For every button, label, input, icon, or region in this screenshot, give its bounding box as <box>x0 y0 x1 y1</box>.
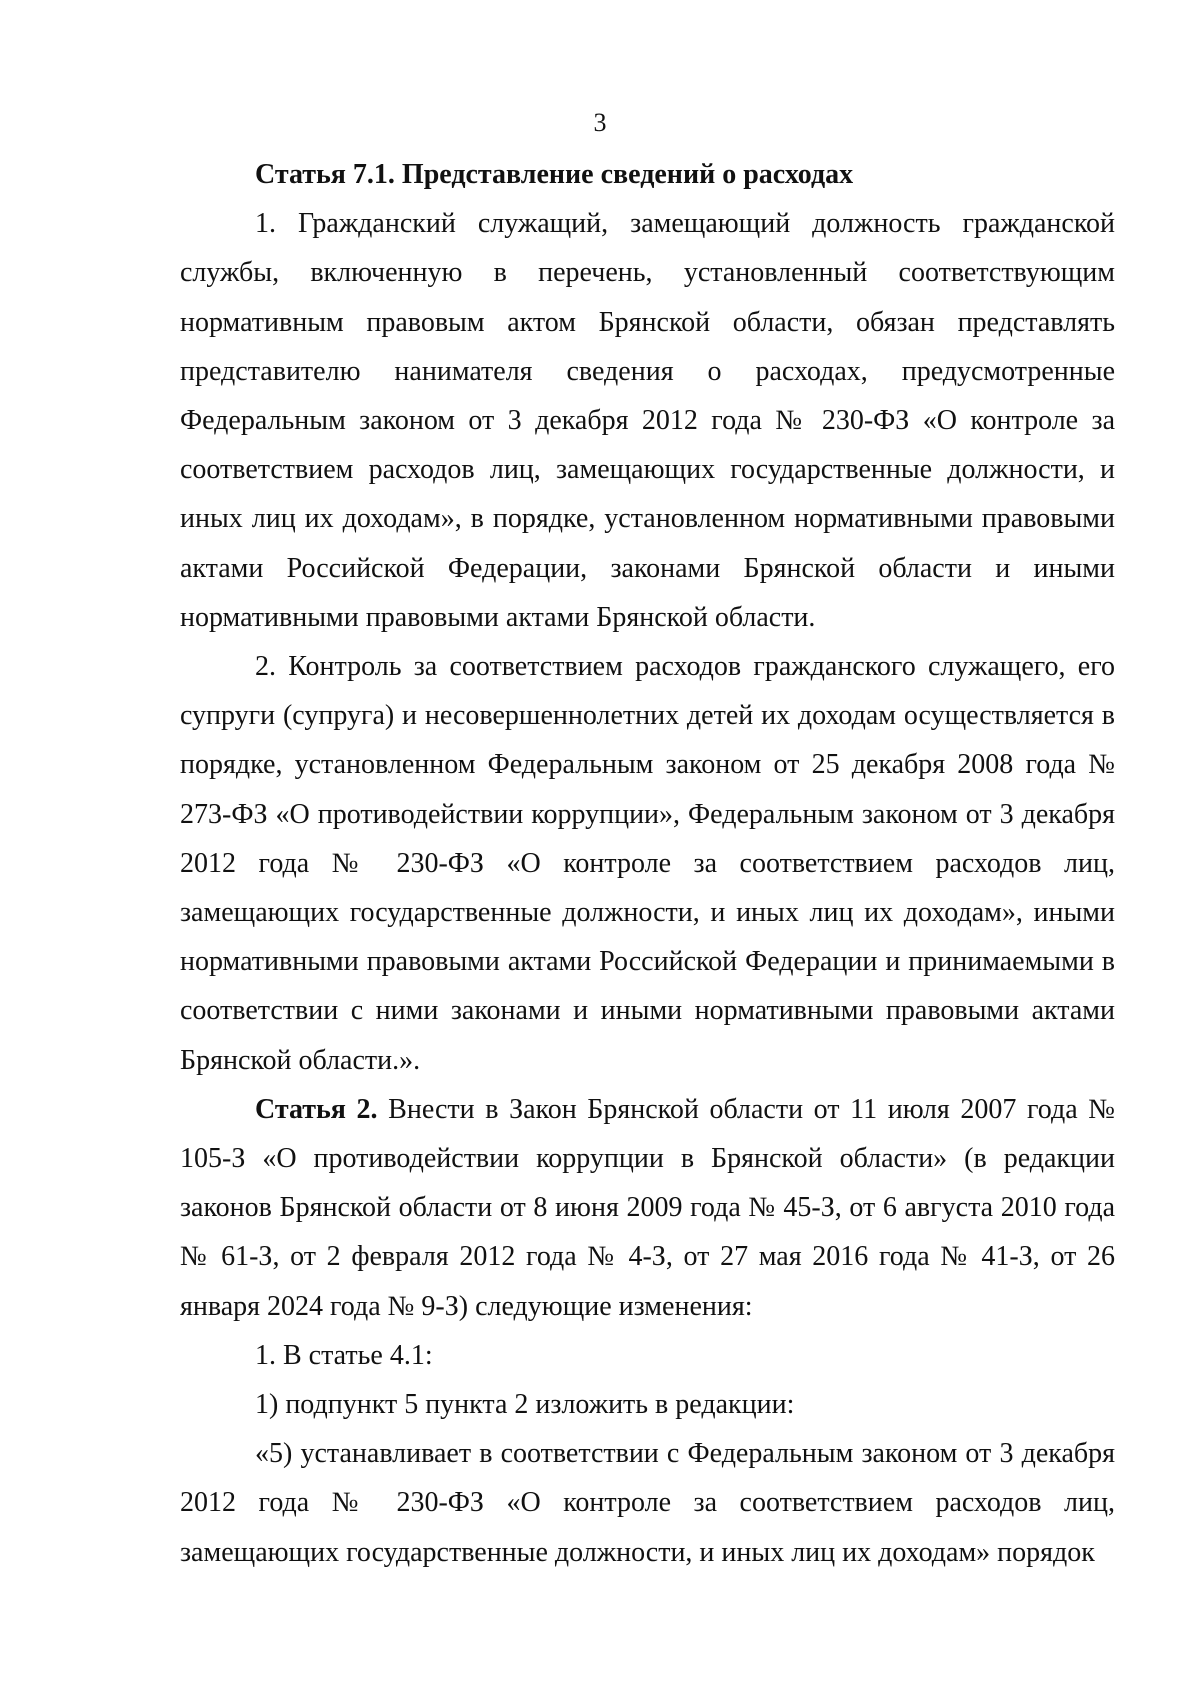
article-7-1-heading: Статья 7.1. Представление сведений о расходах <box>255 159 854 190</box>
article-2-subitem-1: 1) подпункт 5 пункта 2 изложить в редакции: <box>255 1389 795 1421</box>
article-2-quote: «5) устанавливает в соответствии с Федеральным законом от 3 декабря 2012 года № 230-ФЗ «О контроле за соответствием расходов лиц, замещающих государственные должности, и иных лиц их доходам» порядок <box>180 1438 1115 1568</box>
article-2-text: Внести в Закон Брянской области от 11 июля 2007 года № 105-З «О противодействии коррупции в Брянской области» (в редакции законов Брянской области от 8 июня 2009 года № 45-З, от 6 августа 2010 года № 61-З, от 2 февраля 2012 года № 4-З, от 27 мая 2016 года № 41-З, от 26 января 2024 года № 9-З) следующие изменения: <box>180 1093 1115 1322</box>
article-2-label: Статья 2. <box>255 1093 378 1125</box>
article-7-1-paragraph-1: 1. Гражданский служащий, замещающий должность гражданской службы, включенную в перечень, установленный соответствующим нормативным правовым актом Брянской области, обязан представлять представителю нанимателя сведения о расходах, предусмотренные Федеральным законом от 3 декабря 2012 года № 230-ФЗ «О контроле за соответствием расходов лиц, замещающих государственные должности, и иных лиц их доходам», в порядке, установленном нормативными правовыми актами Российской Федерации, законами Брянской области и иными нормативными правовыми актами Брянской области. <box>180 208 1115 633</box>
document-body <box>180 150 1115 1577</box>
article-7-1-paragraph-2: 2. Контроль за соответствием расходов гражданского служащего, его супруги (супруга) и несовершеннолетних детей их доходам осуществляется в порядке, установленном Федеральным законом от 25 декабря 2008 года № 273-ФЗ «О противодействии коррупции», Федеральным законом от 3 декабря 2012 года № 230-ФЗ «О контроле за соответствием расходов лиц, замещающих государственные должности, и иных лиц их доходам», иными нормативными правовыми актами Российской Федерации и принимаемыми в соответствии с ними законами и иными нормативными правовыми актами Брянской области.». <box>180 651 1115 1076</box>
article-2-paragraph <box>180 1085 1115 1331</box>
page-number: 3 <box>593 108 607 137</box>
article-2-item-1: 1. В статье 4.1: <box>255 1339 433 1371</box>
